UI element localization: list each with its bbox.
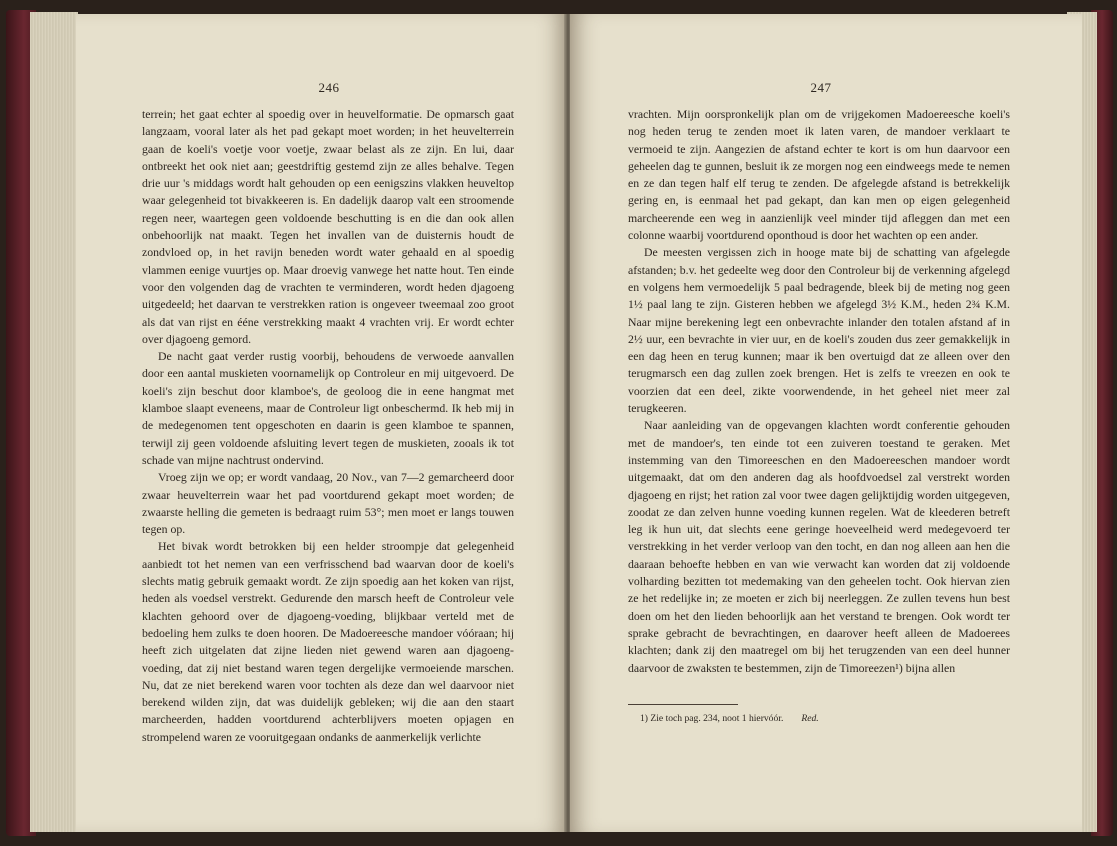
paragraph: Het bivak wordt betrokken bij een helder stroompje dat gelegenheid aanbiedt tot het nemen van een verfrisschend bad waarvan door de koeli's slechts matig gebruik gemaakt wordt. Ze zijn spoedig aan het koken van rijst, heden als voedsel verstrekt. Gedurende den marsch heeft de Controleur vele klachten gehoord over de djagoeng-voeding, blijkbaar verteld met de bedoeling hem zulks te doen hooren. De Madoereesche mandoer vóóraan; hij heeft zich uitgelaten dat zijne lieden niet gewend waren aan djagoeng-voeding, dat zij niet bestand waren tegen dergelijke vermoeiende marschen. Nu, dat ze niet berekend waren voor tochten als deze dan wel daarvoor niet berekend wilden zijn, dat was duidelijk gebleken; wij die aan den staart marcheerden, hadden voortdurend achterblijvers moeten opjagen en strompelend waren ze vooruitgegaan ondanks de aanmerkelijk verlichte <box>142 539 514 744</box>
paragraph: vrachten. Mijn oorspronkelijk plan om de vrijgekomen Madoereesche koeli's nog heden terug te zenden moet ik laten varen, de mandoer verklaart te vermoeid te zijn. Aangezien de afstand echter te kort is om hun daarvoor een geheelen dag te gunnen, besluit ik ze morgen nog een eindweegs mede te nemen en ze dan tegen half elf terug te zenden. De afgelegde afstand is betrekkelijk gering en, is eenmaal het pad gekapt, dan kan men op eigen gelegenheid marcheerende een weg in aanzienlijk veel minder tijd afleggen dan met een colonne waarbij voortdurend oponthoud is door het wachten op een ander. <box>628 107 1010 243</box>
right-page-text <box>628 106 1010 677</box>
paragraph: terrein; het gaat echter al spoedig over in heuvelformatie. De opmarsch gaat langzaam, vooral later als het pad gekapt moet worden; in het heuvelterrein gaan de koeli's voetje voor voetje, zwaar belast als ze zijn. En lui, daar ontbreekt het ook niet aan; geestdriftig gestemd zijn ze alles behalve. Tegen drie uur 's middags wordt halt gehouden op een eenigszins vlakken heuveltop waar gelegenheid tot bivakkeeren is. En dadelijk daarop valt een stroomende regen neer, waartegen geen voldoende beschutting is en die dan ook allen onbehoorlijk nat maakt. Tegen het invallen van de duisternis houdt de zondvloed op, in het ravijn beneden wordt water gehaald en al spoedig vlammen eenige vuurtjes op. Maar droevig vanwege het natte hout. Ten einde voor den volgenden dag de vrachten te verminderen, wordt heden djagoeng uitgedeeld; het daarvan te verstrekken ration is ongeveer tweemaal zoo groot als dat van rijst en ééne verstrekking maakt 4 vrachten vrij. Er wordt echter over djagoeng gemord. <box>142 107 514 346</box>
page-number-right: 247 <box>810 80 832 95</box>
paragraph: Vroeg zijn we op; er wordt vandaag, 20 Nov., van 7—2 gemarcheerd door zwaar heuvelterrein waar het pad voortdurend gekapt moet worden; de zwaarste helling die gemeten is bedraagt ruim 53°; men moet er langs touwen tegen op. <box>142 470 514 537</box>
paragraph: Naar aanleiding van de opgevangen klachten wordt conferentie gehouden met de mandoer's, ten einde tot een zuiveren toestand te geraken. Met instemming van den Timoreeschen en den Madoereeschen mandoer wordt uitgemaakt, dat om den anderen dag als hoofdvoedsel zal verstrekt worden djagoeng en rijst; het ration zal voor twee dagen gelijktijdig worden uitgegeven, zoodat ze dan zelven hunne voeding kunnen regelen. Wat de kleederen betreft leg ik hun uit, dat slechts eene geringe hoeveelheid werd medegevoerd ter verstrekking in het verder verloop van den tocht, en dan nog alleen aan hen die daaraan behoefte hebben en van wie verwacht kan worden dat zij voldoende volharding bezitten tot medemaking van den geheelen tocht. Ook hiervan zien ze het redelijke in; ze moeten er zich bij neerleggen. Ze zullen tevens hun best doen om het den lieden behoorlijk aan het verstand te brengen. Ook wordt ter sprake gebracht de bevrachtingen, en daarover heeft alleen de Madoerees klachten; dank zij den maatregel om bij het terugzenden van een deel hunner daarvoor de zwaksten te bestemmen, zijn de Timoreezen¹) bijna allen <box>628 418 1010 675</box>
paragraph: De nacht gaat verder rustig voorbij, behoudens de verwoede aanvallen door een aantal muskieten voornamelijk op Controleur en mij uitgevoerd. De koeli's zijn beschut door klamboe's, de geoloog die in eene hangmat met klamboe slaapt eveneens, maar de Controleur ligt onbeschermd. Ik heb mij in de medegenomen tent opgeschoten en daarin is geen klamboe te spannen, terwijl zij geen voldoende afsluiting levert tegen de muskieten, zooals ik tot schade van mijne nachtrust ondervind. <box>142 349 514 467</box>
footnote-text: 1) Zie toch pag. 234, noot 1 hiervóór. <box>640 713 784 724</box>
left-page-text <box>142 106 514 746</box>
footnote <box>640 712 1010 725</box>
paragraph: De meesten vergissen zich in hooge mate bij de schatting van afgelegde afstanden; b.v. het gedeelte weg door den Controleur bij de verkenning afgelegd en volgens hem vermoedelijk 5 paal bedragende, bleek bij de meting nog geen 1½ paal lang te zijn. Gisteren hebben we afgelegd 3½ K.M., heden 2¾ K.M. Naar mijne berekening legt een onbevrachte inlander den totalen afstand af in 2½ uur, een bevrachte in vier uur, en de koeli's zouden dus zeer gemakkelijk in een dag heen en terug kunnen; maar ik ben overtuigd dat ze alleen over den terugmarsch een dag zullen zoek brengen. Het is zelfs te vreezen en ook te voorzien dat een deel, zikte voorwendende, in het geheel niet meer zal terugkeeren. <box>628 245 1010 416</box>
right-page <box>570 14 1082 832</box>
page-number-left: 246 <box>318 80 340 95</box>
left-page <box>76 14 566 832</box>
footnote-credit: Red. <box>801 713 819 724</box>
footnote-rule <box>628 704 738 705</box>
page-edges-left <box>30 12 78 832</box>
